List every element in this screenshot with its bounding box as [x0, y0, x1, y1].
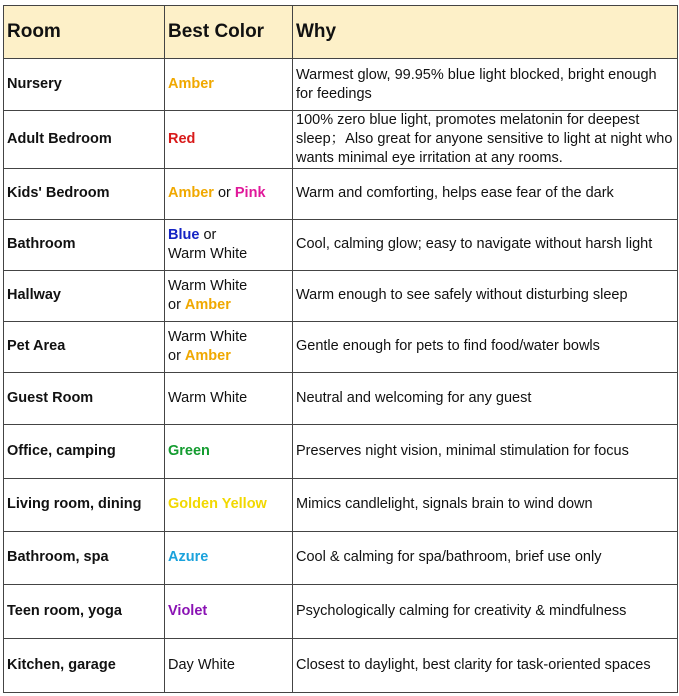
color-name: Amber	[168, 185, 214, 202]
room-cell: Living room, dining	[4, 478, 165, 531]
room-cell: Guest Room	[4, 372, 165, 424]
why-cell: Psychologically calming for creativity & mindfulness	[293, 584, 678, 638]
best-color-cell	[165, 478, 293, 531]
header-row	[4, 6, 678, 59]
color-text: Warm White	[168, 277, 248, 294]
color-name: Violet	[168, 602, 208, 619]
table-row	[4, 59, 678, 111]
color-name: Azure	[168, 549, 209, 566]
color-text: or	[213, 185, 235, 202]
table-row	[4, 638, 678, 692]
best-color-cell	[165, 321, 293, 372]
why-cell: Gentle enough for pets to find food/water bowls	[293, 321, 678, 372]
color-name: Pink	[234, 185, 266, 202]
why-cell: Warm and comforting, helps ease fear of the dark	[293, 168, 678, 219]
best-color-cell	[165, 59, 293, 111]
table-row	[4, 168, 678, 219]
color-name: Amber	[184, 296, 231, 313]
why-cell: Cool, calming glow; easy to navigate without harsh light	[293, 219, 678, 270]
room-cell: Bathroom, spa	[4, 531, 165, 584]
room-cell: Adult Bedroom	[4, 111, 165, 169]
header-why: Why	[293, 6, 678, 59]
best-color-cell	[165, 584, 293, 638]
color-text: Warm White	[168, 328, 248, 345]
table-row	[4, 531, 678, 584]
color-text: or	[199, 226, 217, 243]
why-cell: Cool & calming for spa/bathroom, brief use only	[293, 531, 678, 584]
room-cell: Kids' Bedroom	[4, 168, 165, 219]
table-body	[4, 59, 678, 693]
best-color-cell	[165, 531, 293, 584]
best-color-cell	[165, 372, 293, 424]
why-cell: Mimics candlelight, signals brain to wind down	[293, 478, 678, 531]
why-cell: Warm enough to see safely without disturbing sleep	[293, 270, 678, 321]
best-color-cell	[165, 219, 293, 270]
table-row	[4, 478, 678, 531]
why-cell: Preserves night vision, minimal stimulation for focus	[293, 424, 678, 478]
table-row	[4, 219, 678, 270]
why-cell: 100% zero blue light, promotes melatonin for deepest sleep；Also great for anyone sensitive to light at night who wants minimal eye irritation at any rooms.	[293, 111, 678, 169]
header-room: Room	[4, 6, 165, 59]
why-cell: Closest to daylight, best clarity for task-oriented spaces	[293, 638, 678, 692]
table-row	[4, 111, 678, 169]
why-cell: Neutral and welcoming for any guest	[293, 372, 678, 424]
color-text: or	[168, 347, 185, 364]
room-cell: Bathroom	[4, 219, 165, 270]
table-row	[4, 321, 678, 372]
best-color-cell	[165, 168, 293, 219]
best-color-cell	[165, 638, 293, 692]
header-best-color: Best Color	[165, 6, 293, 59]
color-name: Amber	[184, 347, 231, 364]
table-row	[4, 584, 678, 638]
color-text: Day White	[168, 656, 235, 673]
room-cell: Pet Area	[4, 321, 165, 372]
table-row	[4, 424, 678, 478]
color-name: Blue	[168, 226, 200, 243]
room-cell: Teen room, yoga	[4, 584, 165, 638]
color-text: Warm White	[168, 389, 248, 406]
table-row	[4, 270, 678, 321]
room-color-table	[3, 5, 678, 693]
color-text: or	[168, 296, 185, 313]
color-name: Golden Yellow	[168, 496, 267, 513]
color-name: Red	[168, 130, 196, 147]
room-cell: Office, camping	[4, 424, 165, 478]
room-cell: Kitchen, garage	[4, 638, 165, 692]
color-name: Green	[168, 442, 210, 459]
room-cell: Hallway	[4, 270, 165, 321]
best-color-cell	[165, 424, 293, 478]
best-color-cell	[165, 111, 293, 169]
why-cell: Warmest glow, 99.95% blue light blocked, bright enough for feedings	[293, 59, 678, 111]
color-name: Amber	[168, 76, 214, 93]
room-cell: Nursery	[4, 59, 165, 111]
table-row	[4, 372, 678, 424]
best-color-cell	[165, 270, 293, 321]
color-text: Warm White	[168, 245, 248, 262]
